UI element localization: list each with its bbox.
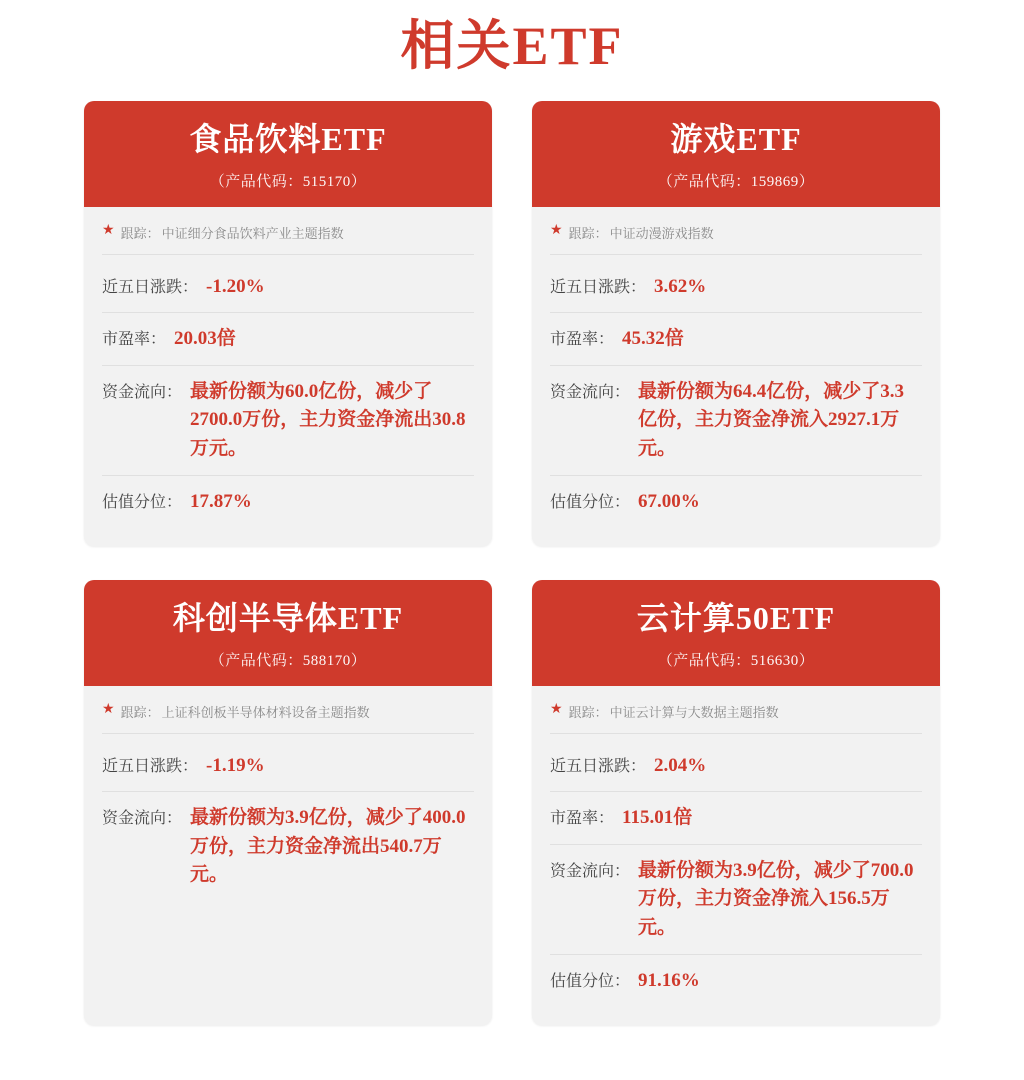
star-icon: ★ — [102, 222, 115, 238]
etf-track-index: 中证云计算与大数据主题指数 — [609, 704, 779, 720]
etf-metric-label: 近五日涨跌： — [102, 278, 199, 296]
etf-card-body — [84, 686, 492, 1025]
etf-metric-value: 115.01倍 — [622, 807, 693, 829]
etf-track-row — [550, 702, 922, 734]
etf-metric-row — [102, 261, 474, 314]
etf-metric-row — [550, 792, 922, 845]
etf-metric-row — [550, 261, 922, 314]
etf-metric-row — [102, 313, 474, 366]
etf-metric-label: 资金流向： — [550, 383, 631, 401]
etf-metric-row — [550, 476, 922, 528]
etf-metric-value: 最新份额为3.9亿份，减少了700.0万份，主力资金净流入156.5万元。 — [638, 859, 914, 938]
etf-metric-label: 估值分位： — [550, 973, 631, 991]
etf-code: （产品代码：516630） — [657, 652, 815, 669]
etf-metric-value: 最新份额为64.4亿份，减少了3.3亿份，主力资金净流入2927.1万元。 — [638, 380, 905, 459]
etf-metric-value: 45.32倍 — [622, 328, 684, 350]
etf-card[interactable] — [84, 580, 492, 1025]
etf-card-header — [84, 580, 492, 686]
etf-metric-value: 2.04% — [654, 754, 707, 776]
etf-track-row — [550, 223, 922, 255]
etf-card[interactable] — [84, 101, 492, 546]
page-title: 相关ETF — [400, 16, 624, 76]
star-icon: ★ — [550, 701, 563, 717]
etf-metric-value: 3.62% — [654, 275, 707, 297]
etf-metric-row — [102, 476, 474, 528]
etf-code: （产品代码：588170） — [209, 652, 367, 669]
etf-metric-row — [550, 313, 922, 366]
star-icon: ★ — [550, 222, 563, 238]
etf-track-label: 跟踪： — [120, 704, 160, 720]
etf-card-body — [84, 207, 492, 546]
etf-metric-row — [102, 792, 474, 902]
etf-card-header — [532, 580, 940, 686]
etf-metric-value: 20.03倍 — [174, 328, 236, 350]
etf-metric-label: 近五日涨跌： — [102, 757, 199, 775]
etf-name: 食品饮料ETF — [189, 120, 387, 157]
etf-metric-label: 估值分位： — [550, 494, 631, 512]
etf-card-body — [532, 686, 940, 1025]
etf-metric-label: 资金流向： — [102, 810, 183, 828]
etf-card-header — [84, 101, 492, 207]
etf-track-row — [102, 702, 474, 734]
etf-metric-label: 近五日涨跌： — [550, 278, 647, 296]
etf-track-row — [102, 223, 474, 255]
etf-metric-value: -1.20% — [206, 275, 265, 297]
star-icon: ★ — [102, 701, 115, 717]
etf-metric-row — [102, 366, 474, 477]
etf-code: （产品代码：515170） — [209, 173, 367, 190]
etf-track-label: 跟踪： — [120, 225, 160, 241]
etf-name: 科创半导体ETF — [172, 599, 404, 636]
etf-metric-label: 近五日涨跌： — [550, 757, 647, 775]
etf-metric-label: 市盈率： — [550, 810, 615, 828]
etf-code: （产品代码：159869） — [657, 173, 815, 190]
etf-metric-value: 67.00% — [638, 491, 700, 513]
etf-metric-label: 市盈率： — [102, 331, 167, 349]
etf-metric-row — [550, 955, 922, 1007]
etf-metric-label: 估值分位： — [102, 494, 183, 512]
etf-metric-value: 最新份额为60.0亿份，减少了2700.0万份，主力资金净流出30.8万元。 — [190, 380, 466, 459]
etf-metric-row — [550, 845, 922, 956]
etf-metric-label: 市盈率： — [550, 331, 615, 349]
etf-metric-row — [102, 740, 474, 793]
etf-metric-value: 91.16% — [638, 970, 700, 992]
etf-card-grid — [0, 101, 1024, 1025]
etf-track-index: 中证动漫游戏指数 — [609, 225, 714, 241]
etf-metric-value: -1.19% — [206, 754, 265, 776]
etf-metric-value: 17.87% — [190, 491, 252, 513]
etf-card[interactable] — [532, 580, 940, 1025]
etf-track-index: 中证细分食品饮料产业主题指数 — [161, 225, 344, 241]
etf-metric-label: 资金流向： — [102, 383, 183, 401]
etf-card-header — [532, 101, 940, 207]
etf-name: 游戏ETF — [670, 120, 802, 157]
etf-metric-label: 资金流向： — [550, 862, 631, 880]
etf-metric-row — [550, 366, 922, 477]
etf-name: 云计算50ETF — [636, 599, 836, 636]
etf-card[interactable] — [532, 101, 940, 546]
etf-metric-row — [550, 740, 922, 793]
etf-track-label: 跟踪： — [568, 704, 608, 720]
etf-track-label: 跟踪： — [568, 225, 608, 241]
etf-metric-value: 最新份额为3.9亿份，减少了400.0万份，主力资金净流出540.7万元。 — [190, 807, 466, 886]
etf-card-body — [532, 207, 940, 546]
etf-track-index: 上证科创板半导体材料设备主题指数 — [161, 704, 370, 720]
